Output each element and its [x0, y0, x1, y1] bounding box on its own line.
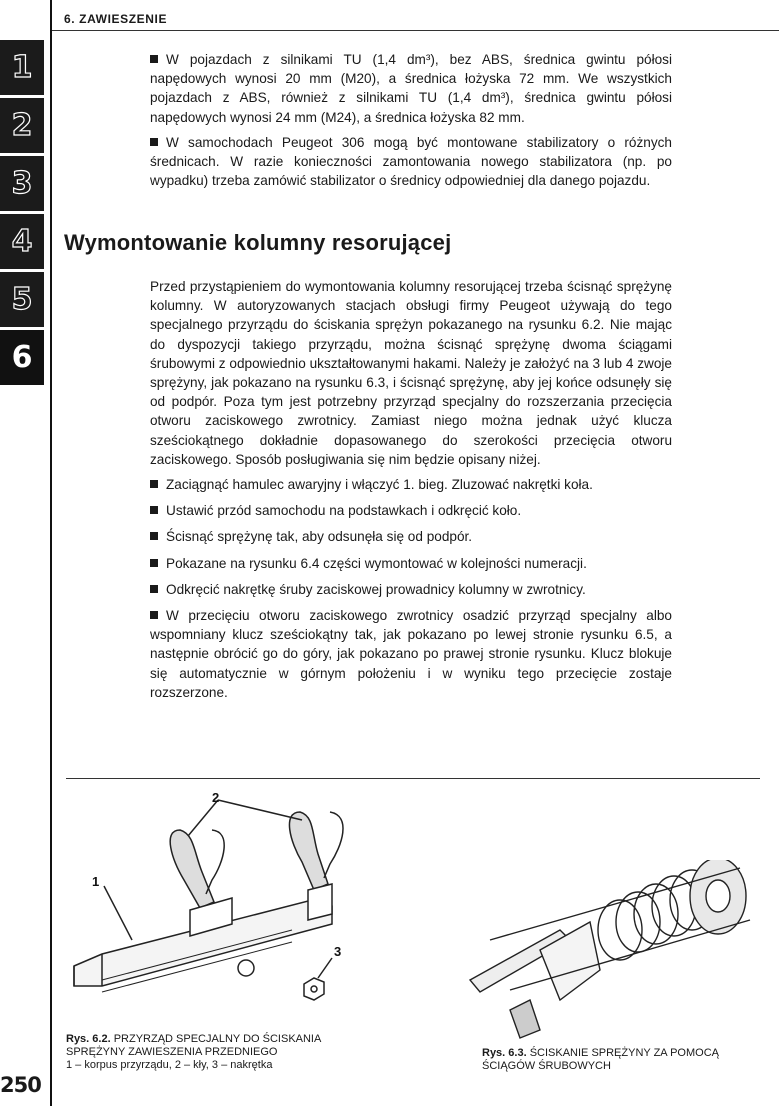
intro-paragraph-2: W samochodach Peugeot 306 mogą być montowane stabilizatory o różnych średnicach. W razie konieczności zamontowania nowego stabilizatora (np. po wypadku) trzeba zamówić stabilizator o średnicy odpowiedniej dla danego pojazdu. [150, 134, 672, 189]
chapter-tab-1[interactable]: 1 [0, 40, 44, 95]
header-rule [52, 30, 779, 31]
figure-6-3-spring-compression-illustration [450, 860, 760, 1040]
chapter-tab-6-active[interactable]: 6 [0, 330, 44, 385]
list-item: Ścisnąć sprężynę tak, aby odsunęła się od podpór. [150, 527, 672, 546]
procedure-steps [150, 475, 672, 702]
figure-6-2-caption: Rys. 6.2. PRZYRZĄD SPECJALNY DO ŚCISKANIA SPRĘŻYNY ZAWIESZENIA PRZEDNIEGO 1 – korpus przyrządu, 2 – kły, 3 – nakrętka [66, 1033, 322, 1071]
bullet-square-icon [150, 55, 158, 63]
chapter-tab-5[interactable]: 5 [0, 272, 44, 327]
bullet-square-icon [150, 585, 158, 593]
callout-1: 1 [92, 874, 100, 889]
intro-paragraph-1: W pojazdach z silnikami TU (1,4 dm³), bez ABS, średnica gwintu półosi napędowych wynosi 20 mm (M20), a średnica łożyska 72 mm. We wszystkich pojazdach z ABS, również z silnikami TU (1,4 dm³), średnica gwintu półosi napędowych wynosi 24 mm (M24), a średnica łożyska 82 mm. [150, 52, 672, 125]
body-paragraph: Przed przystąpieniem do wymontowania kolumny resorującej trzeba ścisnąć sprężynę kolumny. W autoryzowanych stacjach obsługi firmy Peugeot używają do tego specjalnego przyrządu do ściskania sprężyn pokazanego na rysunku 6.2. Nie mając do dyspozycji takiego przyrządu, można ścisnąć sprężynę dwoma ściągami śrubowymi z odpowiednio ukształtowanymi hakami. Należy je założyć na 3 lub 4 zwoje sprężyny, jak pokazano na rysunku 6.3, i ścisnąć sprężynę, aby jej końce odsunęły się od podpór. Poza tym jest potrzebny przyrząd specjalny do rozszerzania przecięcia otworu zaciskowego zwrotnicy. Zamiast niego można jednak użyć klucza sześciokątnego dokładnie dopasowanego do szerokości przecięcia otworu zaciskowego. Sposób posługiwania się nim będzie opisany niżej. [150, 279, 672, 467]
chapter-tab-2[interactable]: 2 [0, 98, 44, 153]
callout-3: 3 [334, 944, 342, 959]
bullet-square-icon [150, 611, 158, 619]
figure-6-3-caption: Rys. 6.3. ŚCISKANIE SPRĘŻYNY ZA POMOCĄ ŚCIĄGÓW ŚRUBOWYCH [482, 1047, 719, 1072]
bullet-square-icon [150, 480, 158, 488]
callout-2: 2 [212, 790, 220, 805]
chapter-tab-4[interactable]: 4 [0, 214, 44, 269]
chapter-tab-3[interactable]: 3 [0, 156, 44, 211]
section-heading: Wymontowanie kolumny resorującej [64, 230, 452, 255]
left-margin-rule [50, 0, 52, 1106]
intro-text [150, 50, 672, 190]
bullet-square-icon [150, 559, 158, 567]
list-item: W przecięciu otworu zaciskowego zwrotnicy osadzić przyrząd specjalny albo wspomniany klucz sześciokątny tak, jak pokazano po lewej stronie rysunku 6.5, a następnie obrócić go do góry, jak pokazano po prawej stronie rysunku. Klucz blokuje się automatycznie w górnym położeniu i w wyniku tego przecięcie zostaje rozszerzone. [150, 608, 672, 700]
running-header: 6. ZAWIESZENIE [64, 12, 168, 26]
figure-rule [66, 778, 760, 779]
bullet-square-icon [150, 506, 158, 514]
list-item: Ustawić przód samochodu na podstawkach i odkręcić koło. [150, 501, 672, 520]
bullet-square-icon [150, 138, 158, 146]
list-item: Pokazane na rysunku 6.4 części wymontować w kolejności numeracji. [150, 554, 672, 573]
list-item: Odkręcić nakrętkę śruby zaciskowej prowadnicy kolumny w zwrotnicy. [150, 580, 672, 599]
bullet-square-icon [150, 532, 158, 540]
list-item: Zaciągnąć hamulec awaryjny i włączyć 1. bieg. Zluzować nakrętki koła. [150, 475, 672, 494]
page-number: 250 [0, 1073, 41, 1097]
chapter-tabs [0, 40, 44, 388]
body-text [150, 277, 672, 709]
figure-6-2-spring-compressor-illustration [62, 790, 362, 1020]
